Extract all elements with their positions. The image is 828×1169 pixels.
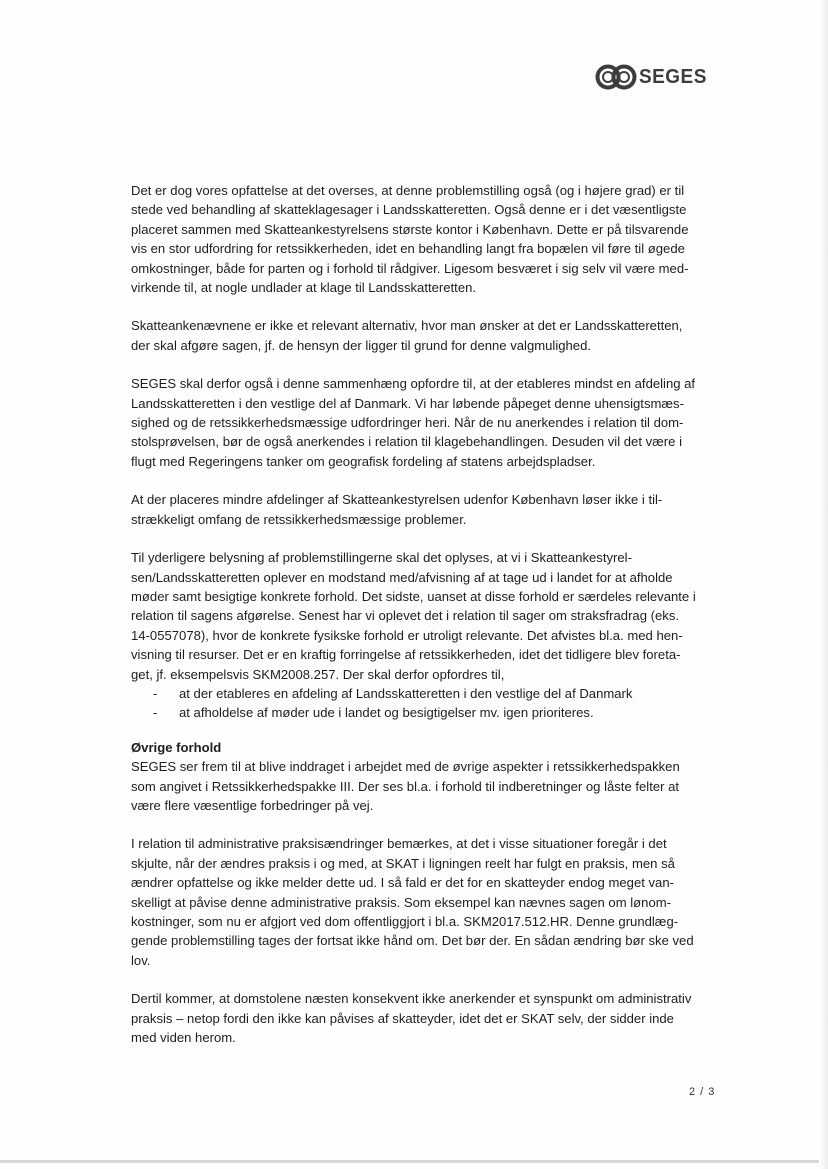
text-line: stede ved behandling af skatteklagesager i Landsskatteretten. Også denne er i det væsentligste <box>131 202 687 218</box>
text-line: lov. <box>131 952 151 968</box>
seges-logo <box>595 64 710 90</box>
text-line: sen/Landsskatteretten oplever en modstand med/afvisning af at tage ud i landet for at afholde <box>131 569 673 585</box>
text-line: placeret sammen med Skatteankestyrelsens største kontor i København. Dette er på tilsvarende <box>131 221 689 237</box>
text-line: Til yderligere belysning af problemstillingerne skal det oplyses, at vi i Skatteankestyrel- <box>131 550 632 566</box>
text-line: gende problemstilling tages der fortsat ikke hånd om. Det bør der. En sådan ændring bør ske ved <box>131 933 694 949</box>
section-paragraph-1 <box>131 757 711 815</box>
text-line: SEGES skal derfor også i denne sammenhæng opfordre til, at der etableres mindst en afdeling af <box>131 376 696 392</box>
bullet-text: at afholdelse af møder ude i landet og besigtigelser mv. igen prioriteres. <box>179 705 594 721</box>
page-number: 2 / 3 <box>689 1086 716 1098</box>
document-body <box>131 181 711 1066</box>
paragraph-2 <box>131 316 711 355</box>
text-line: Landsskatteretten i den vestlige del af Danmark. Vi har løbende påpeget denne uhensigtsmæs- <box>131 395 684 411</box>
text-line: være flere væsentlige forbedringer på vej. <box>131 797 374 813</box>
bullet-list <box>131 684 711 723</box>
text-line: virkende til, at nogle undlader at klage til Landsskatteretten. <box>131 280 477 296</box>
bullet-text: at der etableres en afdeling af Landsskatteretten i den vestlige del af Danmark <box>179 685 633 701</box>
text-line: I relation til administrative praksisændringer bemærkes, at det i visse situationer foregår i det <box>131 836 667 852</box>
text-line: Det er dog vores opfattelse at det overses, at denne problemstilling også (og i højere grad) er til <box>131 183 685 198</box>
text-line: 14-0557078), hvor de konkrete fysikske forhold er utroligt relevante. Det afvistes bl.a. med hen- <box>131 627 683 643</box>
text-line: skjulte, når der ændres praksis i og med, at SKAT i ligningen reelt har fulgt en praksis, men så <box>131 855 675 871</box>
paragraph-1 <box>131 181 711 297</box>
text-line: SEGES ser frem til at blive inddraget i arbejdet med de øvrige aspekter i retssikkerhedspakken <box>131 759 680 775</box>
text-line: med viden herom. <box>131 1030 236 1046</box>
section-paragraph-2 <box>131 834 711 970</box>
text-line: møder samt besigtige konkrete forhold. Det sidste, uanset at disse forhold er særdeles relevante i <box>131 588 696 604</box>
section-heading: Øvrige forhold <box>131 739 222 755</box>
seges-rings-icon <box>595 64 637 90</box>
text-line: vis en stor udfordring for retssikkerheden, idet en behandling langt fra bopælen vil føre til øgede <box>131 241 685 257</box>
text-line: som angivet i Retssikkerhedspakke III. Der ses bl.a. i forhold til indberetninger og låste felter at <box>131 778 680 794</box>
logo-text: SEGES <box>639 65 707 88</box>
text-line: Skatteankenævnene er ikke et relevant alternativ, hvor man ønsker at det er Landsskatteretten, <box>131 318 683 334</box>
text-line: get, jf. eksempelsvis SKM2008.257. Der skal derfor opfordres til, <box>131 666 505 682</box>
text-line: omkostninger, både for parten og i forhold til rådgiver. Ligesom besværet i sig selv vil være med- <box>131 260 689 276</box>
bullet-dash: - <box>153 685 158 701</box>
text-line: der skal afgøre sagen, jf. de hensyn der ligger til grund for denne valgmulighed. <box>131 337 592 353</box>
text-line: sighed og de retssikkerhedsmæssige udfordringer heri. Når de nu anerkendes i relation til dom- <box>131 415 684 431</box>
text-line: kostninger, som nu er afgjort ved dom offentliggjort i bl.a. SKM2017.512.HR. Denne grundlæg- <box>131 914 679 929</box>
list-item <box>131 684 711 703</box>
page-right-edge <box>819 0 828 1169</box>
text-line: Dertil kommer, at domstolene næsten konsekvent ikke anerkender et synspunkt om administrativ <box>131 991 692 1007</box>
paragraph-5 <box>131 548 711 684</box>
section-paragraph-3 <box>131 989 711 1047</box>
page-bottom-edge <box>0 1160 828 1163</box>
text-line: visning til resurser. Det er en kraftig forringelse af retssikkerheden, idet det tidligere blev foreta- <box>131 647 681 663</box>
text-line: flugt med Regeringens tanker om geografisk fordeling af statens arbejdspladser. <box>131 453 596 469</box>
text-line: At der placeres mindre afdelinger af Skatteankestyrelsen udenfor København løser ikke i til- <box>131 492 663 508</box>
bullet-dash: - <box>153 705 158 721</box>
text-line: praksis – netop fordi den ikke kan påvises af skatteyder, idet det er SKAT selv, der sidder inde <box>131 1010 674 1026</box>
text-line: stolsprøvelsen, bør de også anerkendes i relation til klagebehandlingen. Desuden vil det være i <box>131 434 682 450</box>
text-line: ændrer opfattelse og ikke melder dette ud. I så fald er det for en skatteyder endog meget van- <box>131 875 674 891</box>
list-item <box>131 703 711 722</box>
paragraph-3 <box>131 374 711 471</box>
text-line: strækkeligt omfang de retssikkerhedsmæssige problemer. <box>131 511 467 527</box>
text-line: relation til sagens afgørelse. Senest har vi oplevet det i relation til sager om straksfradrag (eks. <box>131 608 680 624</box>
paragraph-4 <box>131 490 711 529</box>
text-line: skelligt at påvise denne administrative praksis. Som eksempel kan nævnes sagen om lønom- <box>131 894 672 910</box>
